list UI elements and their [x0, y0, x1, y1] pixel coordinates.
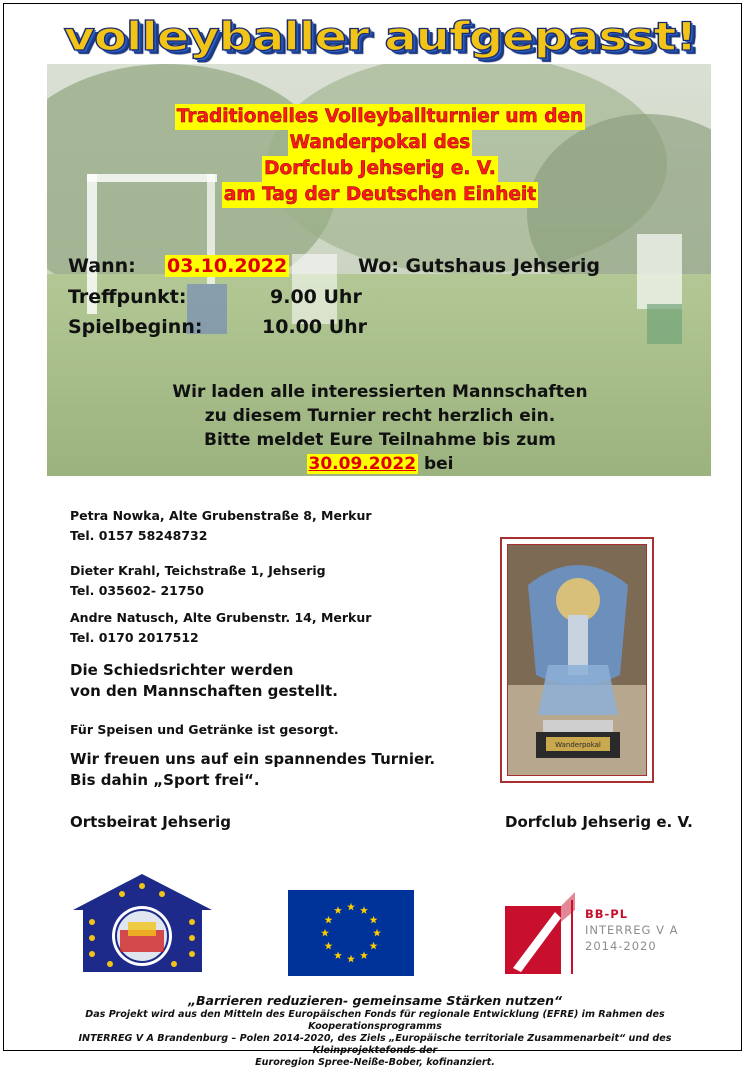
referees-note	[70, 660, 338, 702]
trophy-photo-frame	[500, 537, 654, 783]
closing-line: Bis dahin „Sport frei“.	[70, 771, 260, 789]
intro-line: Dorfclub Jehserig e. V.	[262, 156, 498, 182]
footer-line: INTERREG V A Brandenburg – Polen 2014-2020, des Ziels „Europäische territoriale Zusammenarbeit“ und des Kleinprojektefonds der	[78, 1033, 672, 1056]
headline: volleyballer aufgepasst!	[63, 14, 697, 60]
intro-block	[90, 104, 670, 208]
invite-suffix: bei	[418, 454, 454, 474]
contact-address: Petra Nowka, Alte Grubenstraße 8, Merkur	[70, 508, 372, 523]
jehserig-club-logo	[70, 872, 215, 978]
event-date: 03.10.2022	[167, 255, 288, 277]
meeting-time: 9.00 Uhr	[270, 286, 362, 308]
registration-deadline: 30.09.2022	[308, 454, 417, 474]
referees-line: Die Schiedsrichter werden	[70, 661, 294, 679]
intro-line: Traditionelles Volleyballturnier um den	[175, 104, 585, 130]
interreg-logo-icon	[505, 892, 575, 978]
signature-right: Dorfclub Jehserig e. V.	[505, 813, 693, 831]
signature-left: Ortsbeirat Jehserig	[70, 813, 232, 831]
invitation-text	[120, 380, 640, 476]
closing-line: Wir freuen uns auf ein spannendes Turnier.	[70, 750, 436, 768]
footer-motto: „Barrieren reduzieren- gemeinsame Stärken nutzen“	[187, 993, 563, 1008]
start-label: Spielbeginn:	[68, 316, 203, 338]
interreg-line: INTERREG V A	[585, 923, 679, 937]
food-note: Für Speisen und Getränke ist gesorgt.	[70, 722, 339, 737]
contact-phone: Tel. 0157 58248732	[70, 528, 208, 543]
interreg-line: 2014-2020	[585, 939, 657, 953]
intro-line: Wanderpokal des	[288, 130, 473, 156]
meeting-label: Treffpunkt:	[68, 286, 187, 308]
contact-address: Andre Natusch, Alte Grubenstr. 14, Merkur	[70, 610, 372, 625]
contact-phone: Tel. 0170 2017512	[70, 630, 199, 645]
invite-line: zu diesem Turnier recht herzlich ein.	[204, 406, 556, 426]
trophy-plate-text: Wanderpokal	[555, 741, 601, 749]
footer-line: Das Projekt wird aus den Mitteln des Europäischen Fonds für regionale Entwicklung (EFRE) im Rahmen des Kooperationsprogramms	[85, 1009, 665, 1032]
invite-line: Wir laden alle interessierten Mannschaften	[172, 382, 588, 402]
location: Wo: Gutshaus Jehserig	[358, 255, 601, 277]
trophy-photo	[507, 544, 647, 776]
funding-footer	[30, 992, 720, 1069]
closing-note	[70, 749, 435, 791]
interreg-line: BB-PL	[585, 907, 629, 921]
start-time: 10.00 Uhr	[262, 316, 368, 338]
contact-entry	[70, 506, 372, 546]
contact-phone: Tel. 035602- 21750	[70, 583, 204, 598]
referees-line: von den Mannschaften gestellt.	[70, 682, 338, 700]
eu-flag-icon	[288, 890, 414, 980]
when-label: Wann:	[68, 255, 136, 277]
interreg-text	[585, 906, 679, 954]
contact-entry	[70, 561, 326, 601]
contact-entry	[70, 608, 371, 648]
footer-line: Euroregion Spree-Neiße-Bober, kofinanziert.	[255, 1057, 495, 1068]
invite-line: Bitte meldet Eure Teilnahme bis zum	[204, 430, 556, 450]
contact-address: Dieter Krahl, Teichstraße 1, Jehserig	[70, 563, 326, 578]
intro-line: am Tag der Deutschen Einheit	[222, 182, 538, 208]
